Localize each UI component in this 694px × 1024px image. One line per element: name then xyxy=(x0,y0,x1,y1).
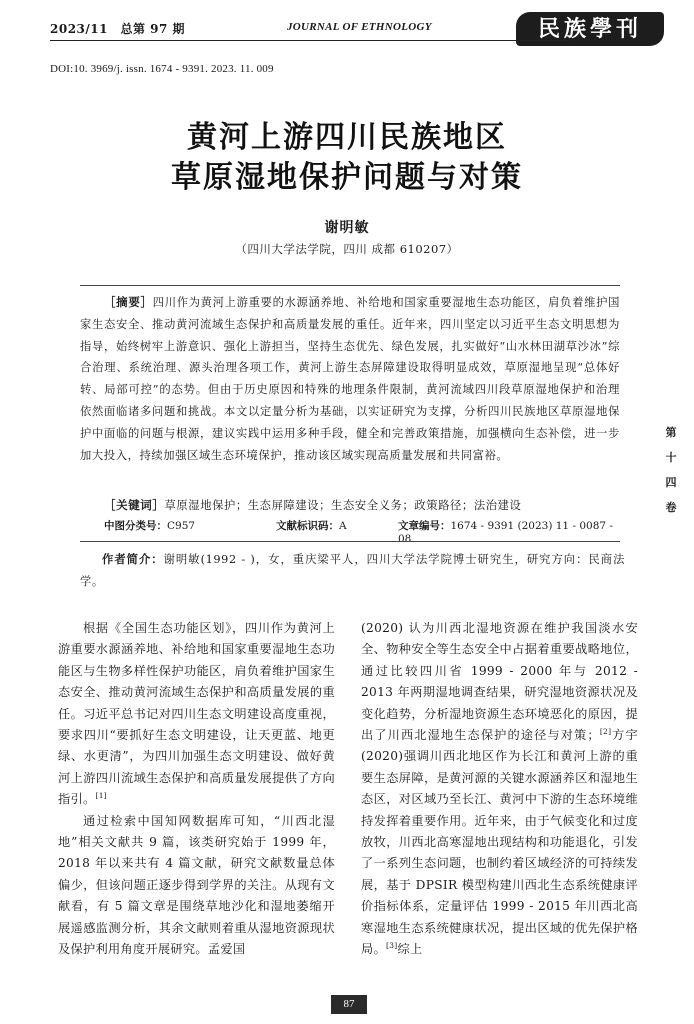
clc-code xyxy=(104,518,195,533)
article-title-line2: 草原湿地保护问题与对策 xyxy=(171,160,523,195)
journal-name: JOURNAL OF ETHNOLOGY xyxy=(287,21,432,33)
side-volume-label: 第十四卷 xyxy=(665,426,677,514)
author-bio xyxy=(80,549,625,592)
citation-ref: [1] xyxy=(95,791,107,801)
article-number-label: 文章编号： xyxy=(398,520,451,532)
page-number: 87 xyxy=(331,995,367,1014)
doi: DOI:10. 3969/j. issn. 1674 - 9391. 2023. 11. 009 xyxy=(50,63,274,75)
paragraph-text: 方宇(2020)强调川西北地区作为长江和黄河上游的重要生态屏障，是黄河源的关键水源涵养区和湿地生态区，对区域乃至长江、黄河中下游的生态环境维持发挥着重要作用。近年来，由于气候变化和过度放牧，川西北高寒湿地出现结构和功能退化，引发了一系列生态问题，也制约着区域经济的可持续发展，基于 DPSIR 模型构建川西北生态系统健康评价指标体系，定量评估 1999 - 2015 年川西北高寒湿地生态系统健康状况，提出区域的优先保护格局。 xyxy=(361,728,638,957)
header-rule xyxy=(50,40,570,41)
running-header xyxy=(50,14,658,44)
abstract xyxy=(80,292,620,466)
paragraph-text: 根据《全国生态功能区划》，四川作为黄河上游重要水源涵养地、补给地和国家重要湿地生态功能区与生物多样性保护功能区，肩负着维护国家生态安全、推动黄河流域生态保护和高质量发展的重任。习近平总书记对四川生态文明建设高度重视，要求四川“要抓好生态文明建设，让天更蓝、地更绿、水更清”，为四川加强生态文明建设、做好黄河上游四川流域生态保护和高质量发展提供了方向指引。 xyxy=(58,621,335,807)
document-code-value: A xyxy=(339,520,347,532)
document-code xyxy=(276,518,347,533)
bio-label: 作者简介： xyxy=(102,553,164,566)
keywords-label: ［关键词］ xyxy=(104,498,165,512)
abstract-text: 四川作为黄河上游重要的水源涵养地、补给地和国家重要湿地生态功能区，肩负着维护国家生态安全、推动黄河流域生态保护和高质量发展的重任。近年来，四川坚定以习近平生态文明思想为指导，始终树牢上游意识、强化上游担当，坚持生态优先、绿色发展，扎实做好“山水林田湖草沙冰”综合治理、系统治理、源头治理各项工作，黄河上游生态屏障建设取得明显成效，草原湿地呈现“总体好转、局部可控”的态势。但由于历史原因和特殊的地理条件限制，黄河流域四川段草原湿地保护和治理依然面临诸多问题和挑战。本文以定量分析为基础，以实证研究为支撑，分析四川民族地区草原湿地保护中面临的问题与根源，建议实践中运用多种手段，健全和完善政策措施，加强横向生态补偿，进一步加大投入，持续加强区域生态环境保护，推动该区域实现高质量发展和共同富裕。 xyxy=(80,296,620,462)
clc-label: 中图分类号： xyxy=(104,520,167,532)
author-name: 谢明敏 xyxy=(324,220,370,236)
body-column-right xyxy=(361,618,638,961)
abstract-rule-top xyxy=(80,285,620,286)
author-affiliation: （四川大学法学院，四川 成都 610207） xyxy=(235,242,459,256)
abstract-rule-bottom xyxy=(80,541,620,542)
paragraph-text: (2020) 认为川西北湿地资源在维护我国淡水安全、物种安全等生态安全中占据着重要战略地位，通过比较四川省 1999 - 2000 年与 2012 - 2013 年两期湿地调查结果，研究湿地资源状况及变化趋势，分析湿地资源生态环境恶化的原因，提出了川西北湿地生态保护的途径与对策； xyxy=(361,621,638,743)
paragraph xyxy=(58,618,335,811)
paragraph-text: 综上 xyxy=(397,942,423,957)
document-code-label: 文献标识码： xyxy=(276,520,339,532)
paragraph xyxy=(58,811,335,961)
keywords-text: 草原湿地保护；生态屏障建设；生态安全义务；政策路径；法治建设 xyxy=(164,499,522,512)
body-column-left xyxy=(58,618,335,961)
journal-logo: 民族學刊 xyxy=(516,12,664,46)
article-title-line1: 黄河上游四川民族地区 xyxy=(187,120,507,155)
bio-text: 谢明敏(1992 - )，女，重庆梁平人，四川大学法学院博士研究生，研究方向：民商法学。 xyxy=(80,553,625,588)
citation-ref: [2] xyxy=(599,727,612,737)
citation-ref: [3] xyxy=(385,941,398,951)
clc-value: C957 xyxy=(167,520,196,532)
keywords xyxy=(104,497,624,513)
abstract-label: ［摘要］ xyxy=(104,295,153,309)
article-number-value: 1674 - 9391 (2023) 11 - 0087 - 08 xyxy=(398,520,613,545)
paragraph-text: 通过检索中国知网数据库可知，“川西北湿地”相关文献共 9 篇，该类研究始于 1999 年，2018 年以来共有 4 篇文献，研究文献数量总体偏少，但该问题正逐步得到学界的关注。从现有文献看，有 5 篇文章是围绕草地沙化和湿地萎缩开展遥感监测分析，其余文献则着重从湿地资源现状及保护利用角度开展研究。孟爱国 xyxy=(58,813,335,957)
paragraph xyxy=(361,618,638,961)
issue-info: 2023/11 总第 97 期 xyxy=(50,22,186,36)
